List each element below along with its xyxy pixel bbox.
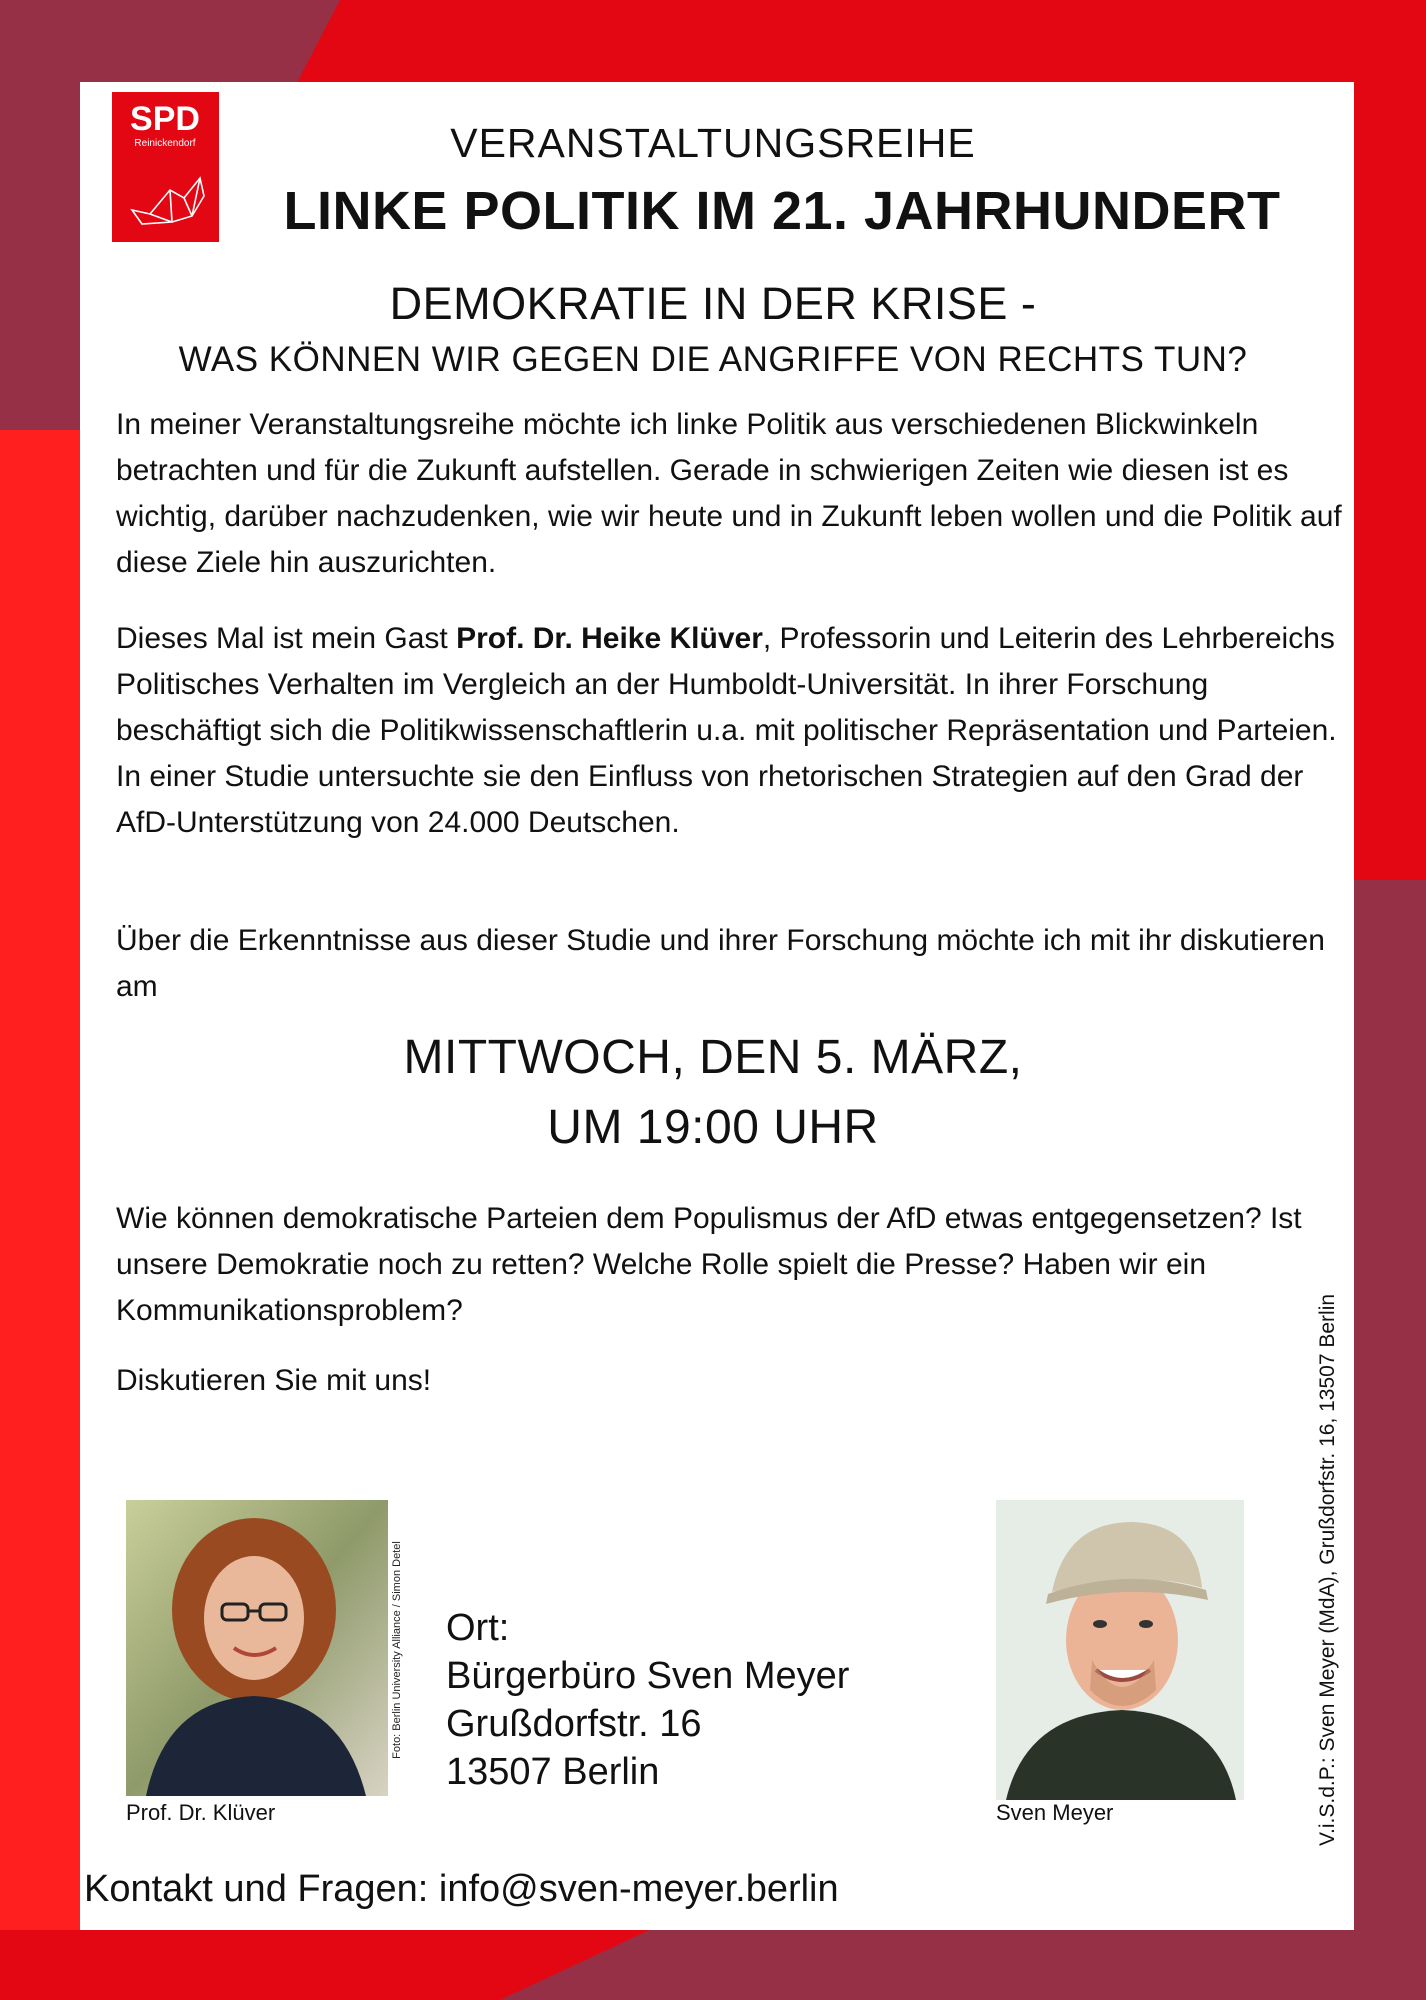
- location-label: Ort:: [446, 1607, 510, 1649]
- shape-left: [0, 430, 80, 1930]
- contact-line: Kontakt und Fragen: info@sven-meyer.berlin: [84, 1868, 839, 1910]
- event-time: UM 19:00 UHR: [547, 1101, 879, 1154]
- location-street: Grußdorfstr. 16: [446, 1703, 702, 1745]
- location-city: 13507 Berlin: [446, 1751, 660, 1793]
- spd-logo: [112, 92, 219, 242]
- guest-name: Prof. Dr. Heike Klüver: [456, 622, 763, 655]
- topic-heading: DEMOKRATIE IN DER KRISE -: [389, 278, 1037, 329]
- topic-subheading: WAS KÖNNEN WIR GEGEN DIE ANGRIFFE VON RECHTS TUN?: [178, 340, 1248, 379]
- logo-subtitle: Reinickendorf: [134, 138, 196, 149]
- event-date: MITTWOCH, DEN 5. MÄRZ,: [403, 1031, 1023, 1084]
- guest-caption: Prof. Dr. Klüver: [126, 1800, 276, 1825]
- photo-credit: Foto: Berlin University Alliance / Simon Detel: [391, 1541, 403, 1759]
- guest-paragraph: [116, 616, 1346, 846]
- location-block: [446, 1604, 849, 1796]
- guest-prefix: Dieses Mal ist mein Gast: [116, 622, 457, 655]
- host-photo: [996, 1500, 1244, 1800]
- guest-description: , Professorin und Leiterin des Lehrbereichs Politisches Verhalten im Vergleich an der Humboldt-Universität. In ihrer Forschung beschäftigt sich die Politikwissenschaftlerin u.a. mit politischer Repräsentation und Parteien. In einer Studie untersuchte sie den Einfluss von rhetorischen Strategien auf den Grad der AfD-Unterstützung von 24.000 Deutschen.: [116, 622, 1337, 839]
- questions-paragraph: Wie können demokratische Parteien dem Populismus der AfD etwas entgegensetzen? Ist unsere Demokratie noch zu retten? Welche Rolle spielt die Presse? Haben wir ein Kommunikationsproblem?: [116, 1202, 1302, 1327]
- host-caption: Sven Meyer: [996, 1800, 1114, 1825]
- guest-photo: [126, 1500, 388, 1796]
- main-title: LINKE POLITIK IM 21. JAHRHUNDERT: [283, 181, 1281, 241]
- call-to-action: Diskutieren Sie mit uns!: [116, 1364, 432, 1397]
- location-name: Bürgerbüro Sven Meyer: [446, 1655, 850, 1697]
- intro-paragraph: In meiner Veranstaltungsreihe möchte ich linke Politik aus verschiedenen Blickwinkeln betrachten und für die Zukunft aufstellen. Gerade in schwierigen Zeiten wie diesen ist es wichtig, darüber nachzudenken, wie wir heute und in Zukunft leben wollen und die Politik auf diese Ziele hin auszurichten.: [116, 408, 1342, 579]
- series-title: VERANSTALTUNGSREIHE: [450, 120, 976, 166]
- discussion-paragraph: Über die Erkenntnisse aus dieser Studie und ihrer Forschung möchte ich mit ihr diskutieren am: [116, 924, 1325, 1003]
- imprint: V.i.S.d.P.: Sven Meyer (MdA), Grußdorfstr. 16, 13507 Berlin: [1316, 1293, 1339, 1847]
- logo-name: SPD: [130, 100, 200, 138]
